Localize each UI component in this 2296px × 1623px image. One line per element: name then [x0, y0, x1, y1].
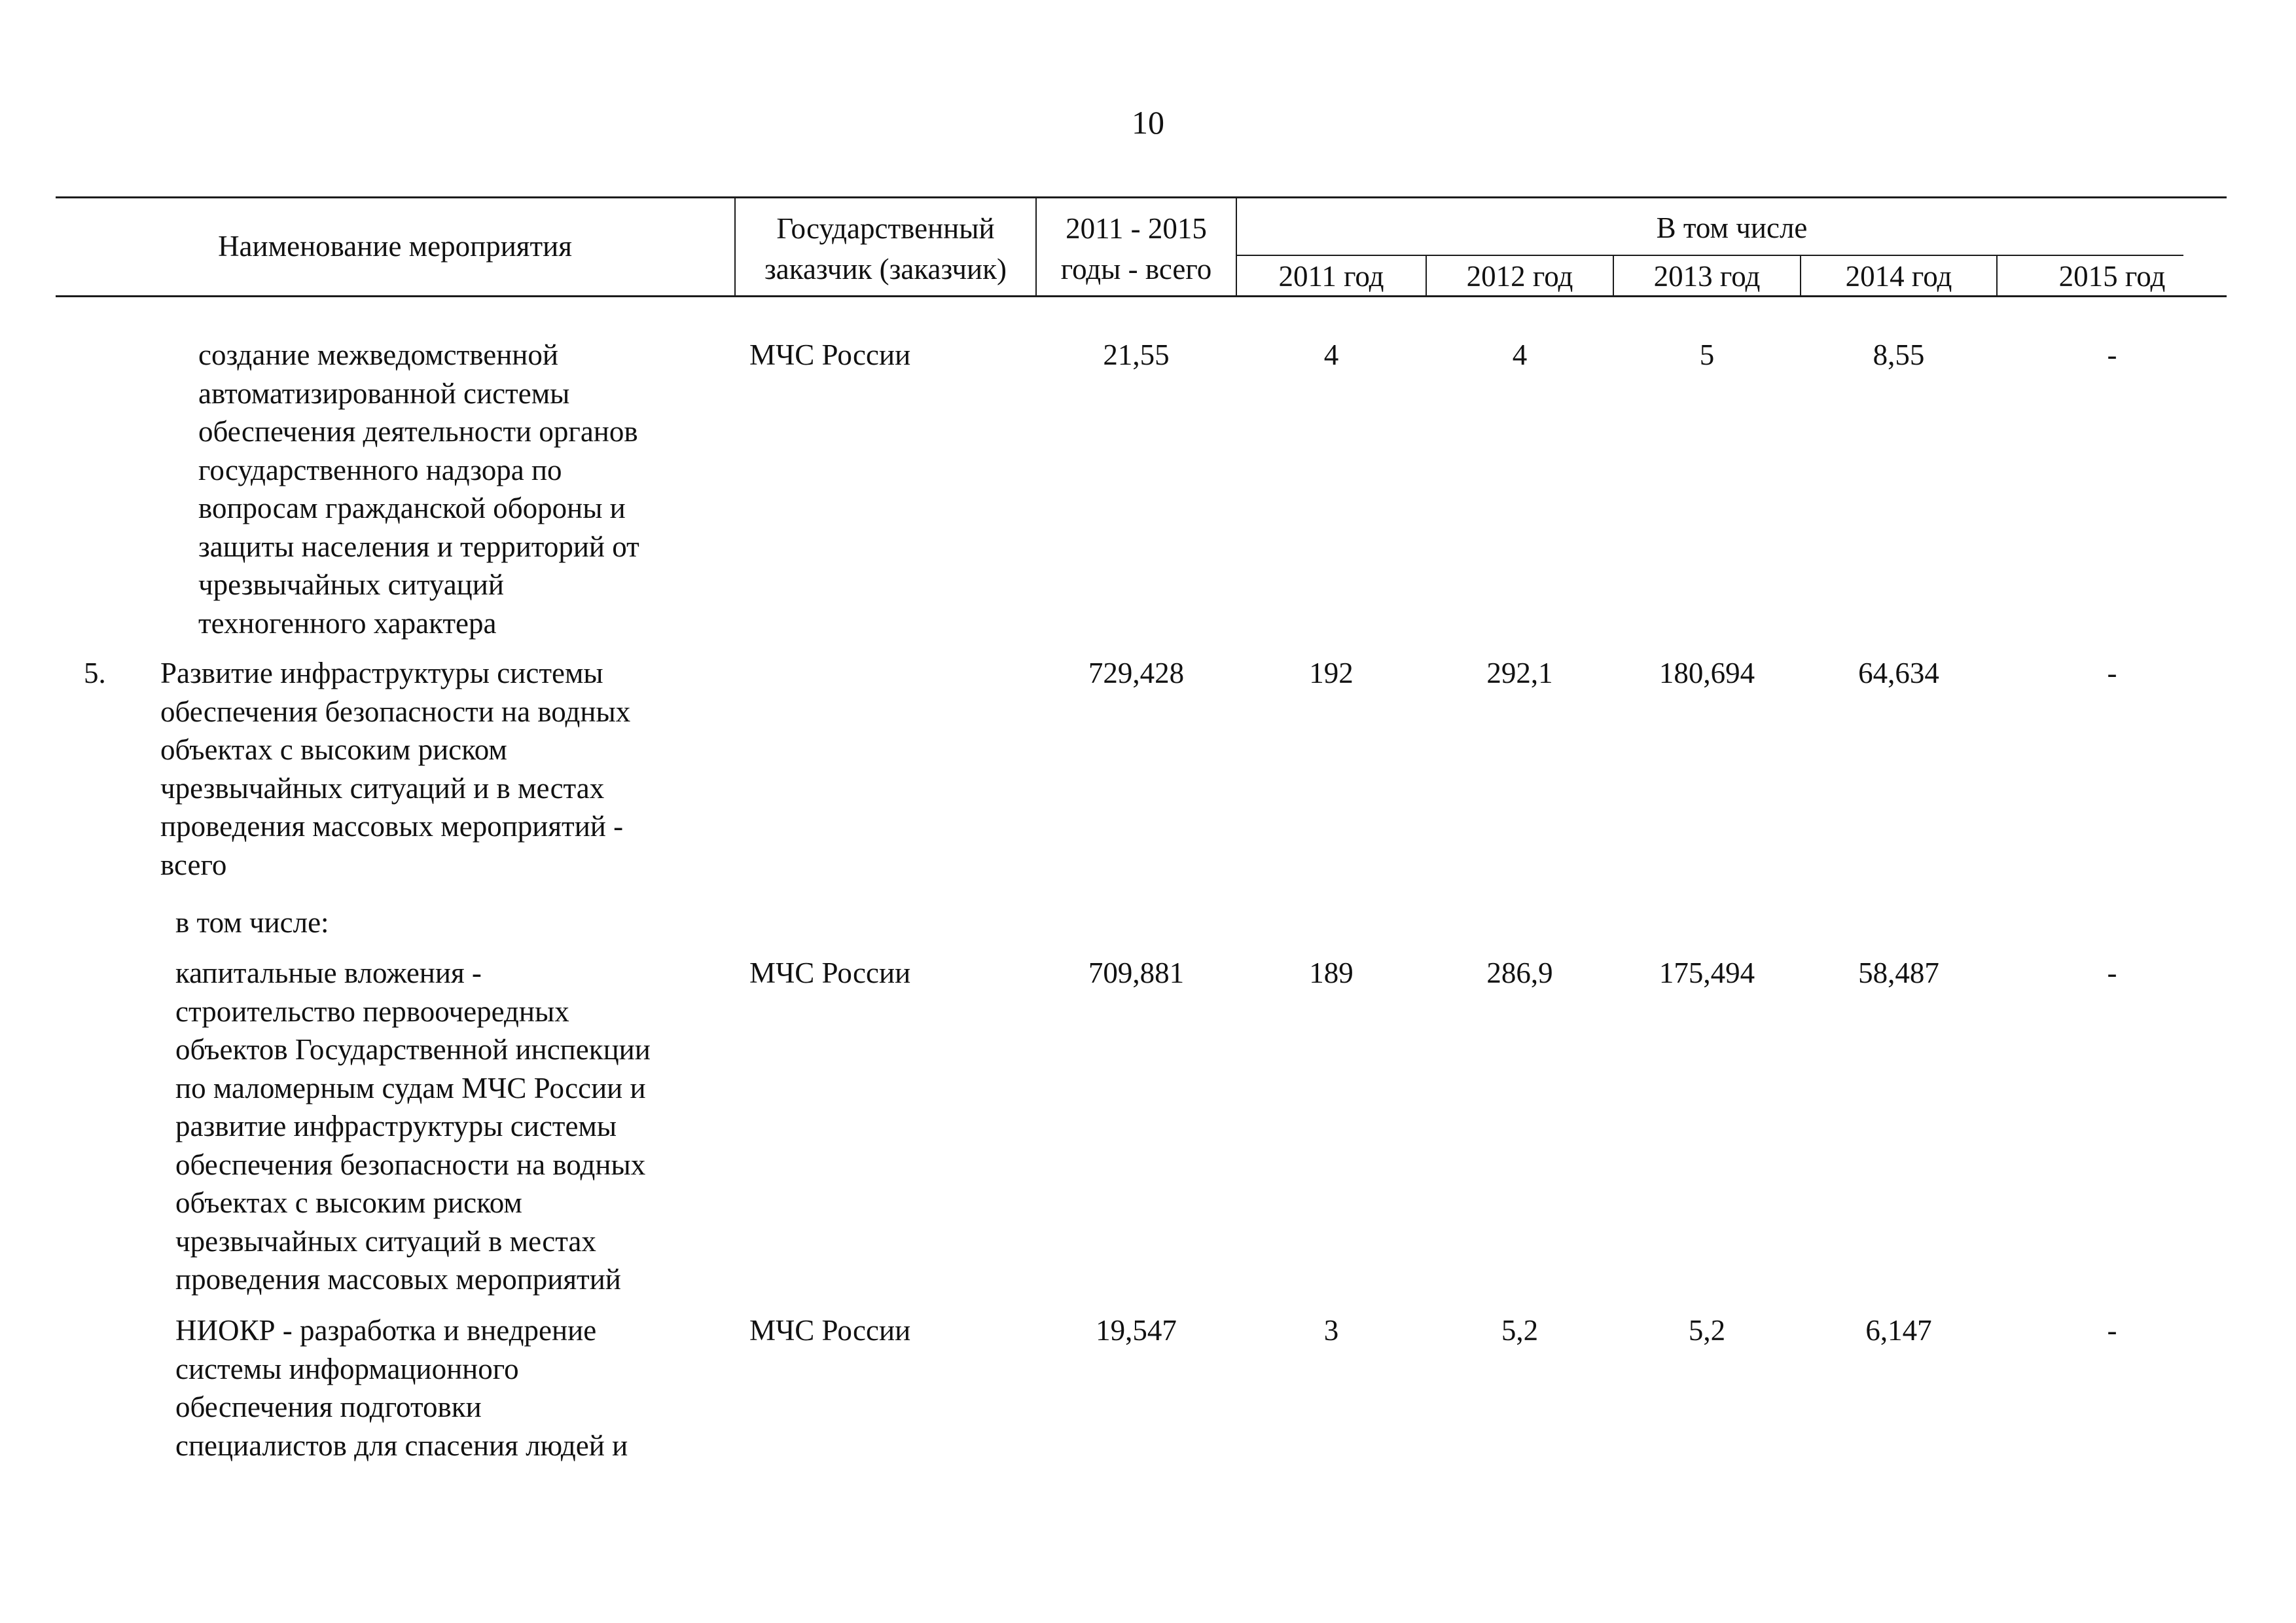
row-4-name	[175, 1311, 628, 1465]
row-3-2013: 175,494	[1659, 957, 1755, 989]
row-2-name-line: обеспечения безопасности на водных	[160, 695, 631, 728]
row-4-name-line: НИОКР - разработка и внедрение	[175, 1314, 597, 1347]
row-1-name-line: защиты населения и территорий от	[198, 530, 639, 563]
row-1-2015: -	[2107, 338, 2117, 371]
row-2-2014: 64,634	[1858, 657, 1939, 689]
header-name-label: Наименование мероприятия	[218, 230, 572, 263]
row-3-name-line: капитальные вложения -	[175, 957, 482, 989]
row-3-2012: 286,9	[1486, 957, 1553, 989]
header-year-2012: 2012 год	[1466, 260, 1573, 293]
row-3-customer: МЧС России	[749, 957, 911, 989]
row-1-name-line: техногенного характера	[198, 606, 497, 640]
header-name	[56, 226, 734, 266]
row-3-2015: -	[2107, 957, 2117, 989]
row-4-2015: -	[2107, 1314, 2117, 1347]
row-3-name	[175, 954, 651, 1299]
header-year-2011: 2011 год	[1278, 260, 1384, 293]
header-total	[1037, 208, 1236, 289]
row-3-name-line: чрезвычайных ситуаций в местах	[175, 1224, 596, 1258]
row-2-2012: 292,1	[1486, 657, 1553, 689]
header-customer-line-2: заказчик (заказчик)	[764, 253, 1007, 285]
row-2-total: 729,428	[1088, 657, 1185, 689]
row-2-name-line: проведения массовых мероприятий -	[160, 810, 624, 843]
header-year-2014: 2014 год	[1845, 260, 1952, 293]
row-3-name-line: развитие инфраструктуры системы	[175, 1110, 617, 1142]
row-2-2013: 180,694	[1659, 657, 1755, 689]
row-2-name-line: чрезвычайных ситуаций и в местах	[160, 771, 605, 805]
row-1-2014: 8,55	[1873, 338, 1925, 371]
row-3-name-line: строительство первоочередных	[175, 994, 569, 1028]
row-4-2014: 6,147	[1865, 1314, 1932, 1347]
row-3-name-line: объектах с высоким риском	[175, 1186, 522, 1219]
page-number: 10	[1132, 104, 1164, 141]
header-including-label: В том числе	[1656, 211, 1808, 244]
row-1-2012: 4	[1512, 338, 1528, 371]
including-label: в том числе:	[175, 906, 329, 939]
row-3-total: 709,881	[1088, 957, 1185, 989]
header-customer	[736, 208, 1035, 289]
row-1-total: 21,55	[1103, 338, 1170, 371]
row-1-name-line: чрезвычайных ситуаций	[198, 568, 504, 601]
row-3-name-line: проведения массовых мероприятий	[175, 1263, 621, 1296]
header-year-2013: 2013 год	[1653, 260, 1761, 293]
header-customer-line-1: Государственный	[776, 212, 995, 245]
header-year-2015: 2015 год	[2058, 260, 2166, 293]
row-2-name	[160, 654, 630, 884]
header-total-line-1: 2011 - 2015	[1066, 212, 1207, 245]
row-2-name-line: Развитие инфраструктуры системы	[160, 657, 603, 689]
row-4-name-line: специалистов для спасения людей и	[175, 1429, 628, 1462]
row-3-name-line: обеспечения безопасности на водных	[175, 1148, 646, 1181]
row-1-name-line: создание межведомственной	[198, 338, 558, 371]
row-1-name-line: автоматизированной системы	[198, 376, 570, 410]
row-2-name-line: объектах с высоким риском	[160, 733, 507, 766]
row-2-2015: -	[2107, 657, 2117, 689]
row-2-name-line: всего	[160, 848, 227, 881]
row-1-2011: 4	[1323, 338, 1339, 371]
row-2-number: 5.	[84, 657, 106, 689]
row-4-name-line: системы информационного	[175, 1352, 519, 1385]
row-4-2012: 5,2	[1501, 1314, 1539, 1347]
row-3-2011: 189	[1309, 957, 1354, 989]
row-4-total: 19,547	[1096, 1314, 1177, 1347]
row-3-name-line: по маломерным судам МЧС России и	[175, 1071, 646, 1104]
row-4-customer: МЧС России	[749, 1314, 911, 1347]
header-including	[1237, 208, 2227, 248]
row-1-name	[198, 336, 639, 642]
row-4-name-line: обеспечения подготовки	[175, 1391, 482, 1423]
row-3-2014: 58,487	[1858, 957, 1939, 989]
header-total-line-2: годы - всего	[1060, 253, 1212, 285]
row-2-2011: 192	[1309, 657, 1354, 689]
row-3-name-line: объектов Государственной инспекции	[175, 1033, 651, 1066]
row-1-customer: МЧС России	[749, 338, 911, 371]
row-1-name-line: обеспечения деятельности органов	[198, 415, 638, 448]
table-top-rule	[56, 196, 2227, 198]
row-4-2013: 5,2	[1688, 1314, 1726, 1347]
row-1-name-line: государственного надзора по	[198, 453, 562, 486]
row-1-2013: 5	[1699, 338, 1715, 371]
row-4-2011: 3	[1323, 1314, 1339, 1347]
row-1-name-line: вопросам гражданской обороны и	[198, 492, 626, 524]
